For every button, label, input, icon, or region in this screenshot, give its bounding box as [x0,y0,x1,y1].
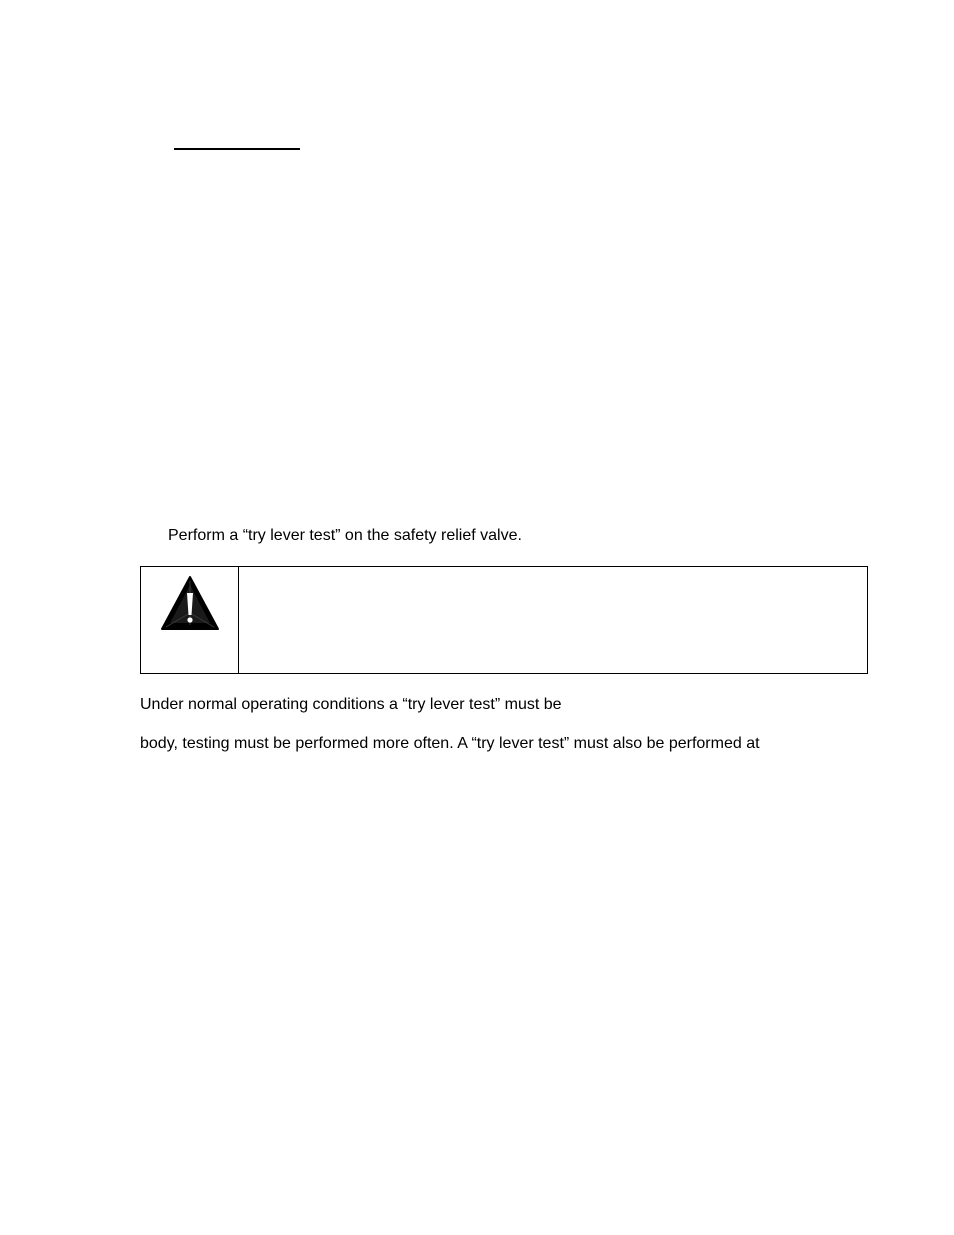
warning-text [239,567,867,673]
warning-icon-cell [141,567,239,673]
step-instruction: Perform a “try lever test” on the safety relief valve. [168,527,522,544]
warning-box [140,566,868,674]
paragraph-line-1: Under normal operating conditions a “try lever test” must be [140,696,562,713]
paragraph-line-2: body, testing must be performed more often. A “try lever test” must also be performed at [140,735,760,752]
heading-underline [174,148,300,150]
warning-triangle-icon [160,575,220,631]
